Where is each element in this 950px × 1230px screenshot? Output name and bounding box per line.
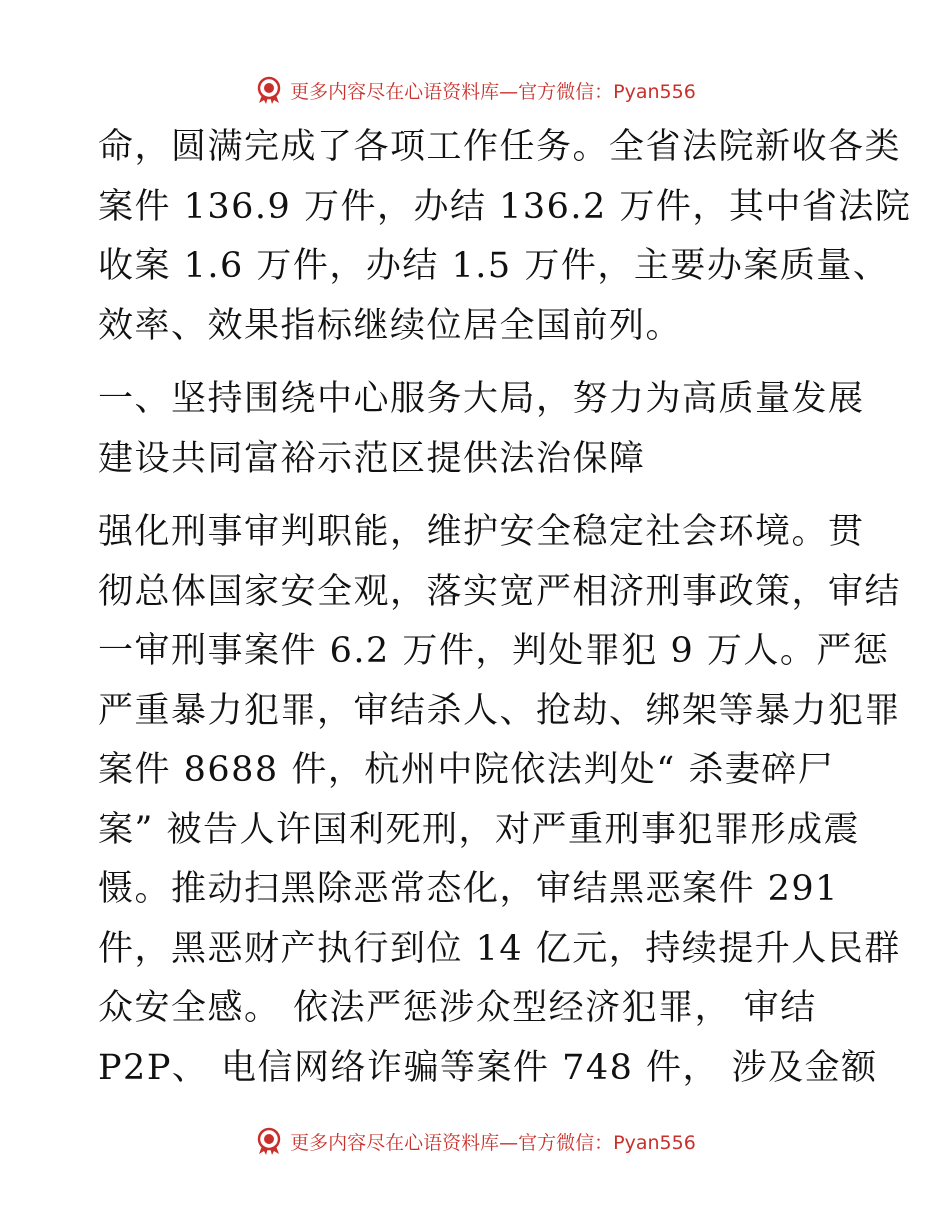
paragraph-criminal-trial — [98, 503, 902, 1098]
text-line: 彻总体国家安全观，落实宽严相济刑事政策，审结 — [98, 571, 902, 612]
text-line: 命，圆满完成了各项工作任务。全省法院新收各类 — [98, 127, 902, 167]
text-line: P2P、 电信网络诈骗等案件 748 件， 涉及金额 — [98, 1047, 878, 1088]
text-line: 案” 被告人许国利死刑，对严重刑事犯罪形成震 — [98, 809, 861, 850]
text-line: 建设共同富裕示范区提供法治保障 — [98, 438, 646, 479]
text-line: 严重暴力犯罪，审结杀人、抢劫、绑架等暴力犯罪 — [98, 690, 902, 731]
text-line: 案件 8688 件，杭州中院依法判处“ 杀妻碎尸 — [98, 750, 835, 790]
document-body — [98, 118, 912, 1098]
watermark-text: 更多内容尽在心语资料库 — [290, 80, 500, 103]
text-line: 效率、效果指标继续位居全国前列。 — [98, 305, 683, 346]
text-line: 众安全感。 依法严惩涉众型经济犯罪， 审结 — [98, 988, 817, 1028]
watermark-suffix: 官方微信：Pyan556 — [518, 80, 696, 103]
section-heading — [98, 370, 865, 489]
ribbon-seal-icon — [254, 75, 284, 105]
watermark-text: 更多内容尽在心语资料库 — [290, 1131, 500, 1154]
text-line: 收案 1.6 万件，办结 1.5 万件，主要办案质量、 — [98, 246, 890, 286]
text-line: 一审刑事案件 6.2 万件，判处罪犯 9 万人。严惩 — [98, 631, 890, 671]
text-line: 案件 136.9 万件，办结 136.2 万件，其中省法院 — [98, 186, 912, 227]
watermark-suffix: 官方微信：Pyan556 — [518, 1131, 696, 1154]
text-line: 件，黑恶财产执行到位 14 亿元，持续提升人民群 — [98, 928, 901, 969]
paragraph-summary — [98, 118, 912, 356]
text-line: 一、坚持围绕中心服务大局，努力为高质量发展 — [98, 379, 865, 419]
text-line: 强化刑事审判职能，维护安全稳定社会环境。贯 — [98, 512, 865, 552]
footer-watermark — [0, 1121, 950, 1161]
watermark-separator: — — [499, 1131, 519, 1154]
header-watermark — [0, 70, 950, 110]
text-line: 慑。推动扫黑除恶常态化，审结黑恶案件 291 — [98, 869, 839, 909]
watermark-separator: — — [499, 80, 519, 103]
ribbon-seal-icon — [254, 1126, 284, 1156]
